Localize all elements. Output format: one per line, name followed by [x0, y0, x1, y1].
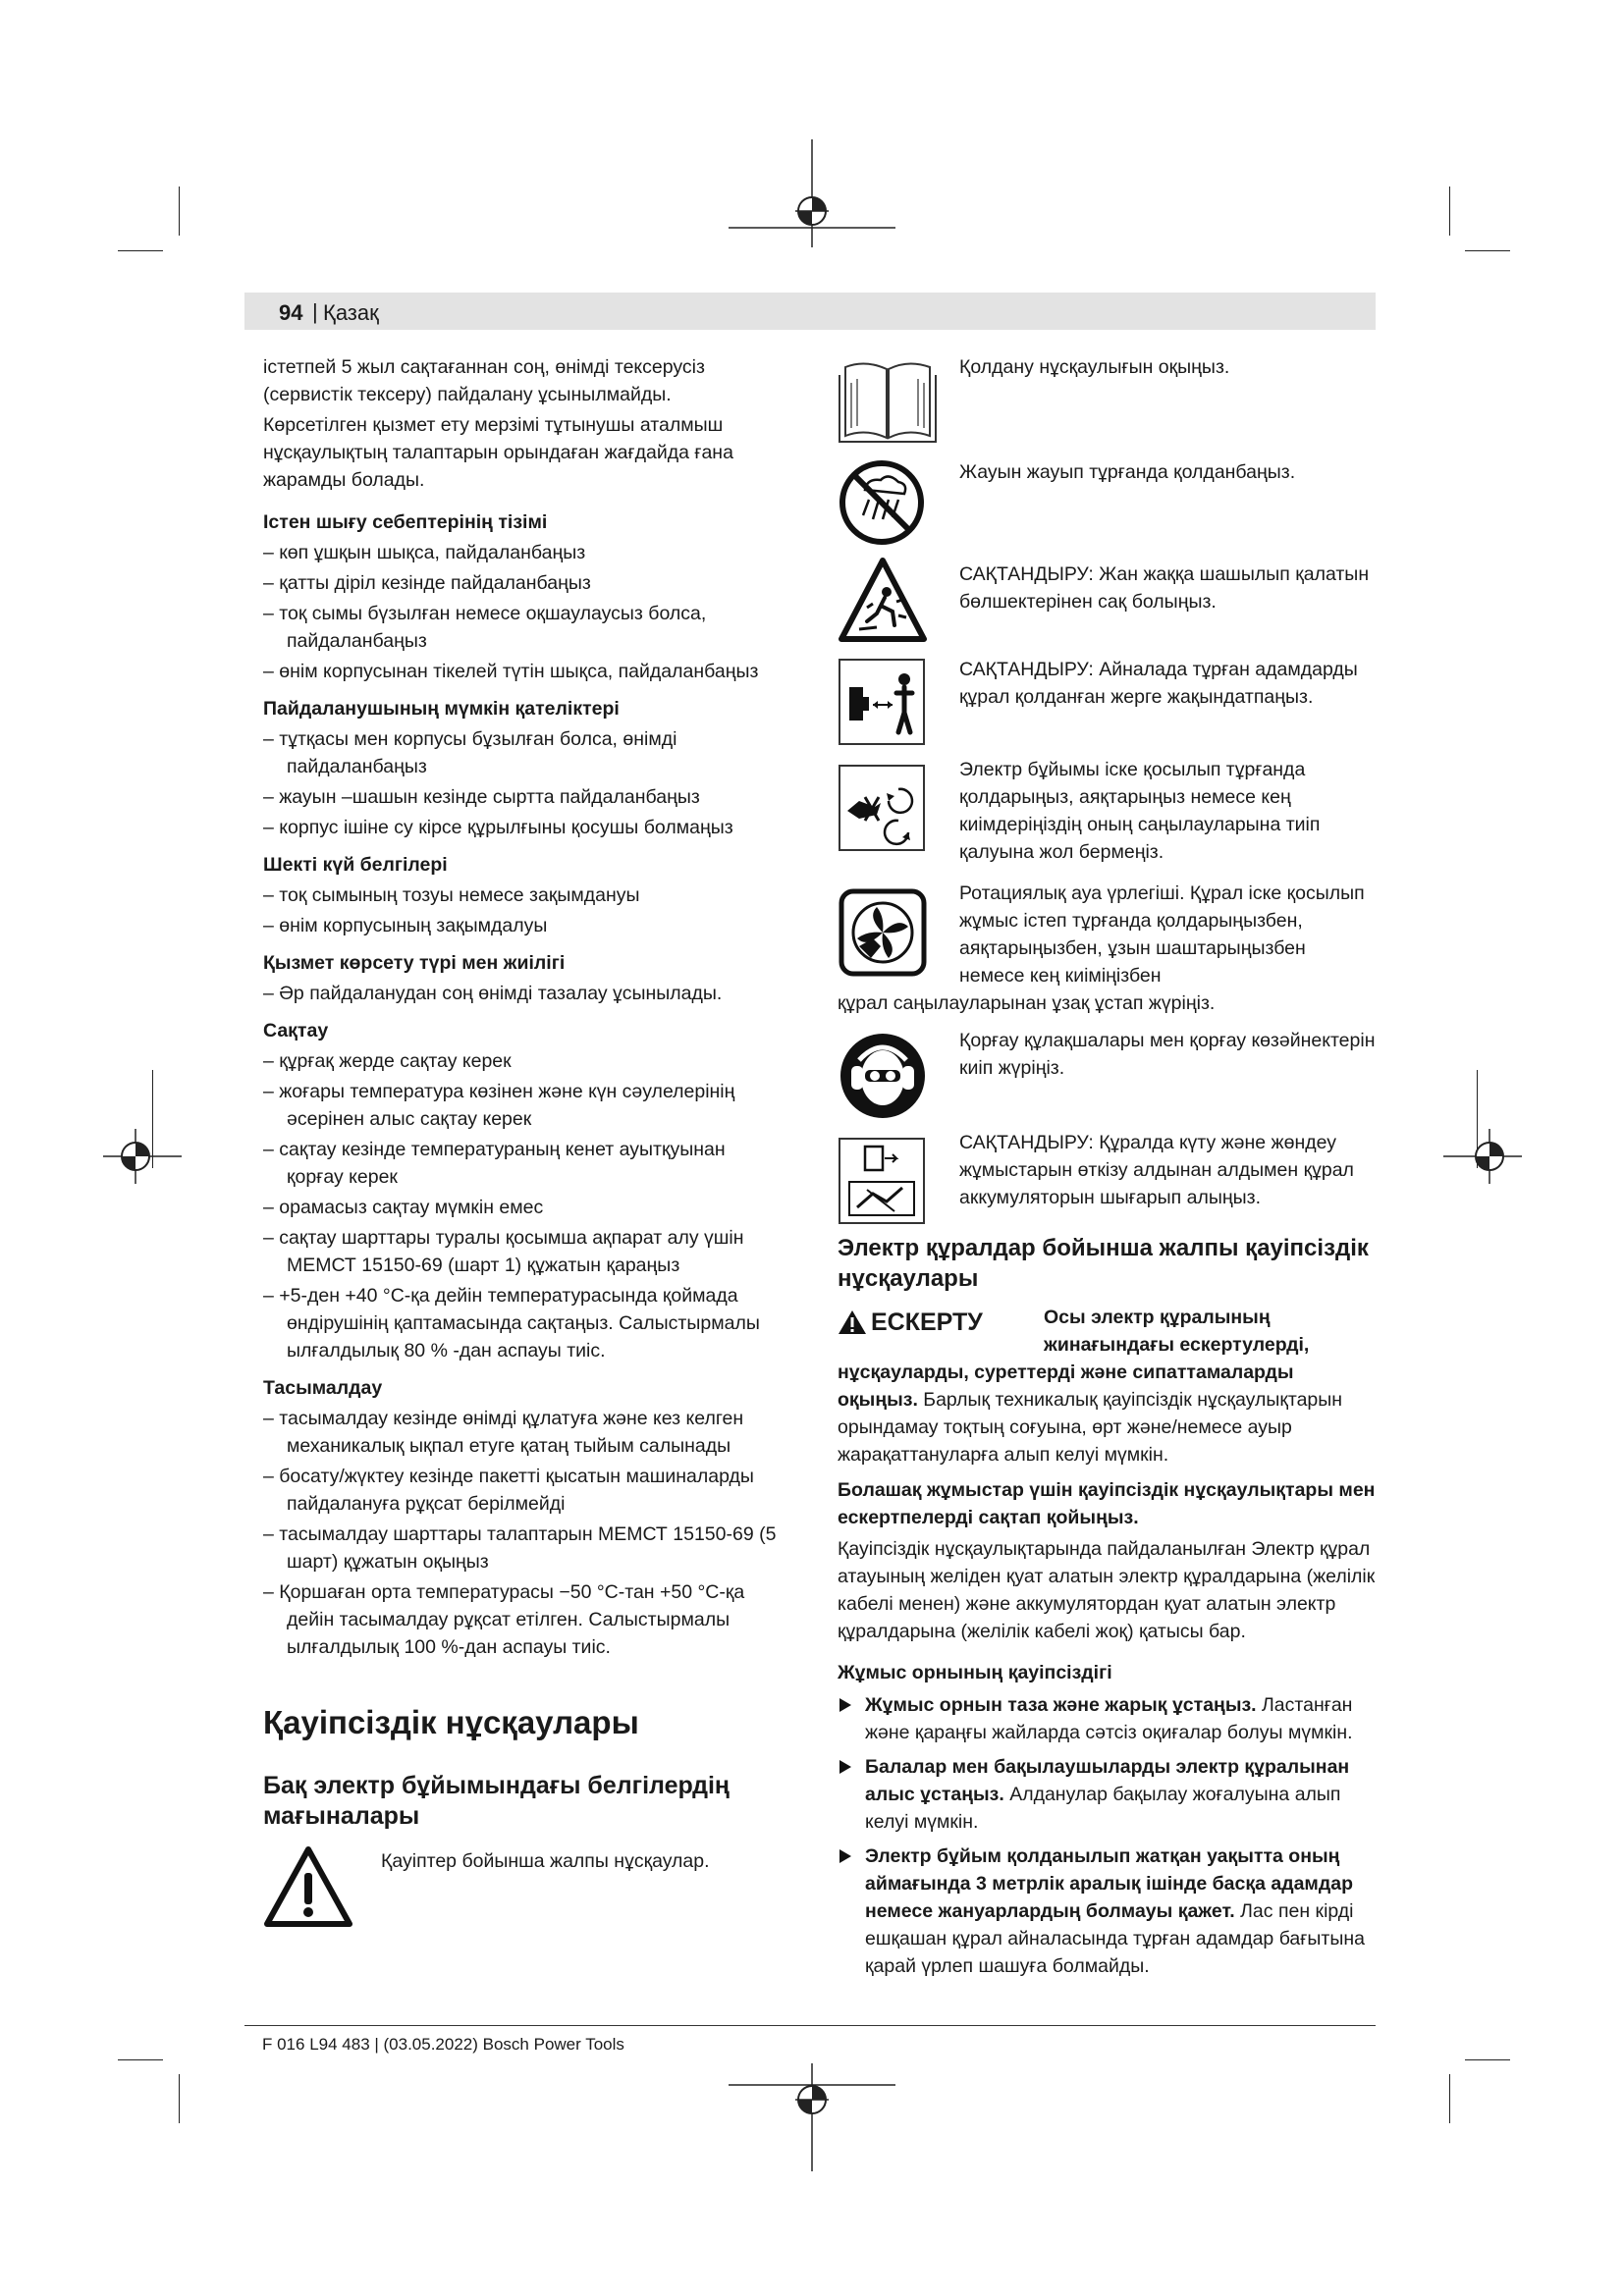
intro-paragraph-1: істетпей 5 жыл сақтағаннан соң, өнімді тексерусіз (сервистік тексеру) пайдалану ұсынылмайды. [263, 356, 705, 405]
registration-mark-top [729, 139, 895, 247]
list-item: – көп ұшқын шықса, пайдаланбаңыз [263, 542, 586, 563]
remove-battery-icon [838, 1137, 926, 1225]
rotating-fan-icon [838, 887, 928, 978]
general-safety-title: Электр құралдар бойынша жалпы қауіпсіздік нұсқаулары [838, 1235, 1369, 1292]
warning-triangle-icon [838, 1309, 867, 1335]
keep-distance-icon [838, 658, 926, 746]
failures-heading: Істен шығу себептерінің тізімі [263, 511, 548, 533]
page-header [244, 293, 1376, 330]
symbol-text-continuation: құрал саңылауларынан ұзақ ұстап жүріңіз. [838, 992, 1216, 1014]
symbol-row-ear-eye-protection [838, 1027, 1376, 1123]
list-item: – тоқ сымы бүзылған немесе оқшаулаусыз болса, пайдаланбаңыз [263, 603, 707, 652]
header-separator: | [312, 299, 318, 324]
list-item: – өнім корпусының зақымдалуы [263, 915, 548, 936]
symbol-text: САҚТАНДЫРУ: Жан жаққа шашылып қалатын бөлшектерінен сақ болыңыз. [959, 563, 1370, 613]
list-item: – Әр пайдаланудан соң өнімді тазалау ұсынылады. [263, 983, 723, 1004]
registration-mark-left [103, 1119, 182, 1198]
symbol-text: Ротациялық ауа үрлегіші. Құрал іске қосылып жұмыс істеп тұрғанда қолдарыңызбен, аяқтарыңызбен, ұзын шаштарыңызбен немесе кең киіміңізбен [959, 882, 1365, 987]
service-heading: Қызмет көрсету түрі мен жиілігі [263, 952, 566, 974]
registration-mark-bottom [729, 2063, 895, 2171]
symbol-row-remove-battery [838, 1129, 1376, 1237]
symbol-row-entanglement [838, 756, 1376, 874]
limit-state-heading: Шекті күй белгілері [263, 854, 448, 876]
list-item: – сақтау кезінде температураның кенет ауытқуынан қорғау керек [263, 1139, 726, 1188]
user-errors-heading: Пайдаланушының мүмкін қателіктері [263, 698, 620, 720]
warning-paragraph [838, 1359, 1376, 1468]
list-item: – жоғары температура көзінен және күн сәулелерінің әсерінен алыс сақтау керек [263, 1081, 735, 1130]
list-item: – босату/жүктеу кезінде пакетті қысатын машиналарды пайдалануға рұқсат берілмейді [263, 1466, 754, 1515]
list-item: – өнім корпусынан тікелей түтін шықса, пайдаланбаңыз [263, 661, 759, 682]
left-column [263, 353, 784, 1661]
symbol-text: Қолдану нұсқаулығын оқыңыз. [959, 356, 1230, 378]
symbol-row-keep-distance [838, 656, 1376, 752]
symbol-row-flying-debris [838, 555, 1376, 653]
footer-text: F 016 L94 483 | (03.05.2022) Bosch Power Tools [262, 2035, 624, 2054]
symbol-text: САҚТАНДЫРУ: Құралда күту және жөндеу жұмыстарын өткізу алдынан алдымен құрал аккумуляторын шығарып алыңыз. [959, 1132, 1354, 1208]
list-item: – тасымалдау кезінде өнімді құлатуға және кез келген механикалық ықпал етуге қатаң тыйым салынады [263, 1408, 744, 1457]
warning-normal-text: Барлық техникалық қауіпсіздік нұсқаулықтарын орындамау тоқтың соғуына, өрт және/немесе ауыр жарақаттануларға алып келуі мүмкін. [838, 1389, 1343, 1466]
term-paragraph: Қауіпсіздік нұсқаулықтарында пайдаланылған Электр құрал атауының желіден қуат алатын электр құралдарына (желілік кабелі менен) және аккумулятордан қуат алатын электр құралдарына (желілік кабелі жоқ) қатысы бар. [838, 1538, 1376, 1642]
list-item: – жауын –шашын кезінде сыртта пайдаланбаңыз [263, 786, 700, 808]
list-item: – корпус ішіне су кірсе құрылғыны қосушы болмаңыз [263, 817, 733, 838]
list-item: – қатты діріл кезінде пайдаланбаңыз [263, 572, 591, 594]
list-item: – Қоршаған орта температурасы −50 °C-тан +50 °C-қа дейін тасымалдау рұқсат етілген. Салыстырмалы ылғалдылық 100 %-дан аспауы тиіс. [263, 1581, 745, 1658]
list-item: – орамасыз сақтау мүмкін емес [263, 1197, 544, 1218]
list-item: – тоқ сымының тозуы немесе зақымдануы [263, 884, 640, 906]
page-number: 94 [279, 300, 303, 325]
list-item: – тасымалдау шарттары талаптарын МЕМСТ 15150-69 (5 шарт) құжатын оқыңыз [263, 1523, 777, 1573]
footer-divider [244, 2025, 1376, 2026]
list-item: – құрғақ жерде сақтау керек [263, 1050, 512, 1072]
list-item: Электр бұйым қолданылып жатқан уақытта оның аймағында 3 метрлік аралық ішінде басқа адамдар немесе жануарлардың болмауы қажет. Лас пен кірді ешқашан құрал айналасында тұрған адамдар бағытына қарай үрлеп шашуға болмайды. [838, 1842, 1376, 1980]
registration-mark-right [1443, 1119, 1522, 1198]
general-hazard-icon [263, 1845, 353, 1928]
symbol-row-read-manual [838, 353, 1376, 452]
ear-eye-protection-icon [838, 1031, 928, 1121]
symbols-title: Бақ электр бұйымындағы белгілердің мағыналары [263, 1772, 731, 1830]
list-item: Балалар мен бақылаушыларды электр құралынан алыс ұстаңыз. Алданулар бақылау жоғалуына алып келуі мүмкін. [838, 1753, 1376, 1836]
symbol-text: Қорғау құлақшалары мен қорғау көзәйнектерін киіп жүріңіз. [959, 1030, 1376, 1079]
warning-bold-line-1: Осы электр құралының жинағындағы ескертулерді, [1044, 1307, 1310, 1356]
section-label: Қазақ [323, 300, 379, 325]
symbol-text: Жауын жауып тұрғанда қолданбаңыз. [959, 461, 1296, 483]
workplace-title: Жұмыс орнының қауіпсіздігі [838, 1662, 1112, 1683]
symbol-text: САҚТАНДЫРУ: Айналада тұрған адамдарды құрал қолданған жерге жақындатпаңыз. [959, 659, 1358, 708]
warning-label-text: ЕСКЕРТУ [871, 1308, 983, 1336]
book-icon [838, 353, 938, 448]
transport-heading: Тасымалдау [263, 1377, 383, 1399]
warning-bold-line-2: нұсқауларды, суреттерді және сипаттамаларды оқыңыз. [838, 1362, 1294, 1411]
symbol-row-no-rain [838, 456, 1376, 550]
no-rain-icon [838, 458, 926, 547]
list-item: – тұтқасы мен корпусы бұзылған болса, өнімді пайдаланбаңыз [263, 728, 677, 777]
list-item: Жұмыс орнын таза және жарық ұстаңыз. Ластанған және қараңғы жайларда сәтсіз оқиғалар болуы мүмкін. [838, 1691, 1376, 1746]
general-hazard-text: Қауіптер бойынша жалпы нұсқаулар. [381, 1850, 710, 1872]
entanglement-icon [838, 764, 926, 852]
symbol-text: Электр бұйымы іске қосылып тұрғанда қолдарыңыз, аяқтарыңыз немесе кең киімдеріңіздің оның саңылауларына тиіп қалуына жол бермеңіз. [959, 759, 1321, 863]
workplace-list [838, 1684, 1376, 1980]
storage-heading: Сақтау [263, 1020, 329, 1041]
warning-label [838, 1306, 1034, 1339]
symbol-row-rotating-fan [838, 880, 1376, 1037]
list-item: – сақтау шарттары туралы қосымша ақпарат алу үшін МЕМСТ 15150-69 (шарт 1) құжатын қараңыз [263, 1227, 744, 1276]
safety-title: Қауіпсіздік нұсқаулары [263, 1704, 639, 1740]
list-item: – +5-ден +40 °C-қа дейін температурасында қоймада өндірушінің қаптамасында сақтаңыз. Салыстырмалы ылғалдылық 80 % -дан аспауы тиіс. [263, 1285, 760, 1362]
intro-paragraph-2: Көрсетілген қызмет ету мерзімі тұтынушы аталмыш нұсқаулықтың талаптарын орындаған жағдайда ғана жарамды болады. [263, 414, 733, 491]
flying-debris-warning-icon [838, 557, 928, 645]
save-instructions: Болашақ жұмыстар үшін қауіпсіздік нұсқаулықтары мен ескертпелерді сақтап қойыңыз. [838, 1479, 1376, 1528]
